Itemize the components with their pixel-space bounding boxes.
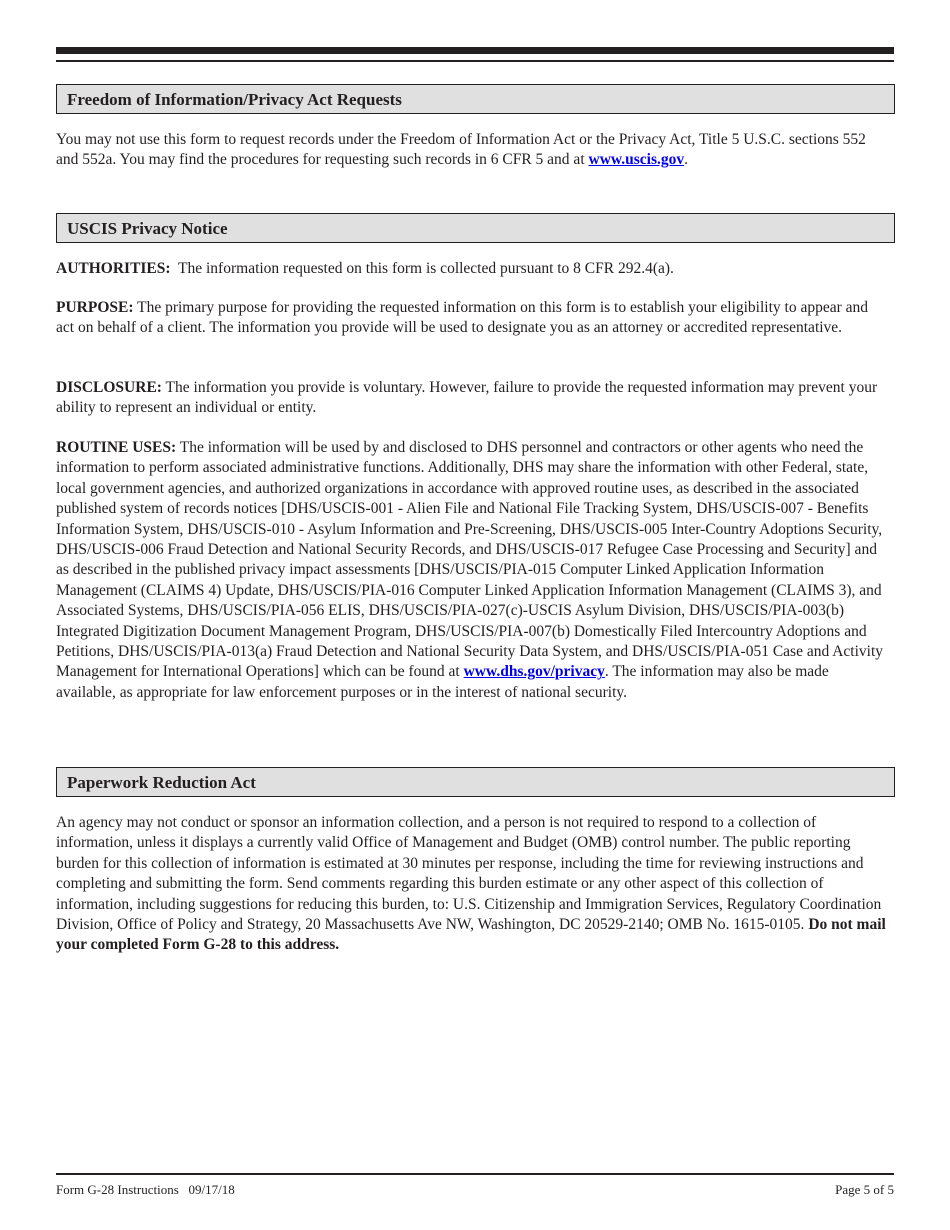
paperwork-section-header (56, 767, 895, 797)
disclosure-paragraph: DISCLOSURE: The information you provide is voluntary. However, failure to provide the requested information may prevent your ability to represent an individual or entity. (56, 379, 878, 417)
top-rule-thick (56, 47, 894, 54)
paperwork-paragraph: An agency may not conduct or sponsor an information collection, and a person is not required to respond to a collection of information, unless it displays a currently valid Office of Management and Budget (OMB) control number. The public reporting burden for this collection of information is estimated at 30 minutes per response, including the time for reviewing instructions and completing and submitting the form. Send comments regarding this burden estimate or any other aspect of this collection of information, including suggestions for reducing this burden, to: U.S. Citizenship and Immigration Services, Regulatory Coordination Division, Office of Policy and Strategy, 20 Massachusetts Ave NW, Washington, DC 20529-2140; OMB No. 1615-0105. Do not mail your completed Form G-28 to this address. (56, 814, 886, 954)
footer-page-number: Page 5 of 5 (835, 1182, 894, 1197)
top-rule-thin (56, 60, 894, 62)
routine-uses-paragraph: ROUTINE USES: The information will be used by and disclosed to DHS personnel and contractors or other agents who need the information to perform associated administrative functions. Additionally, DHS may share the information with other Federal, state, local government agencies, and authorized organizations in accordance with approved routine uses, as described in the associated published system of records notices [DHS/USCIS-001 - Alien File and National File Tracking System, DHS/USCIS-007 - Benefits Information System, DHS/USCIS-010 - Asylum Information and Pre-Screening, DHS/USCIS-005 Inter-Country Adoptions Security, DHS/USCIS-006 Fraud Detection and National Security Records, and DHS/USCIS-017 Refugee Case Processing and Security] and as described in the published privacy impact assessments [DHS/USCIS/PIA-015 Computer Linked Application Information Management (CLAIMS 4) Update, DHS/USCIS/PIA-016 Computer Linked Application Information Management (CLAIMS 3), and Associated Systems, DHS/USCIS/PIA-056 ELIS, DHS/USCIS/PIA-027(c)-USCIS Asylum Division, DHS/USCIS/PIA-003(b) Integrated Digitization Document Management Program, DHS/USCIS/PIA-007(b) Domestically Filed Intercountry Adoptions and Petitions, DHS/USCIS/PIA-013(a) Fraud Detection and National Security Data System, and DHS/USCIS/PIA-051 Case and Activity Management for International Operations] which can be found at www.dhs.gov/privacy. The information may also be made available, as appropriate for law enforcement purposes or in the interest of national security. (56, 439, 884, 701)
dhs-privacy-link[interactable]: www.dhs.gov/privacy (463, 663, 605, 681)
paperwork-heading: Paperwork Reduction Act (67, 773, 256, 792)
privacy-heading: USCIS Privacy Notice (67, 219, 228, 238)
purpose-paragraph: PURPOSE: The primary purpose for providing the requested information on this form is to establish your eligibility to appear and act on behalf of a client. The information you provide will be used to designate you as an attorney or accredited representative. (56, 299, 869, 337)
uscis-gov-link[interactable]: www.uscis.gov (588, 151, 685, 169)
foia-heading: Freedom of Information/Privacy Act Requests (67, 90, 402, 109)
footer-form-id: Form G-28 Instructions 09/17/18 (56, 1182, 235, 1197)
foia-section-header (56, 84, 895, 114)
footer-rule (56, 1173, 894, 1175)
authorities-paragraph: AUTHORITIES: The information requested on this form is collected pursuant to 8 CFR 292.4(a). (56, 260, 674, 277)
privacy-section-header (56, 213, 895, 243)
foia-paragraph: You may not use this form to request records under the Freedom of Information Act or the Privacy Act, Title 5 U.S.C. sections 552 and 552a. You may find the procedures for requesting such records in 6 CFR 5 and at www.uscis.gov. (56, 131, 866, 169)
